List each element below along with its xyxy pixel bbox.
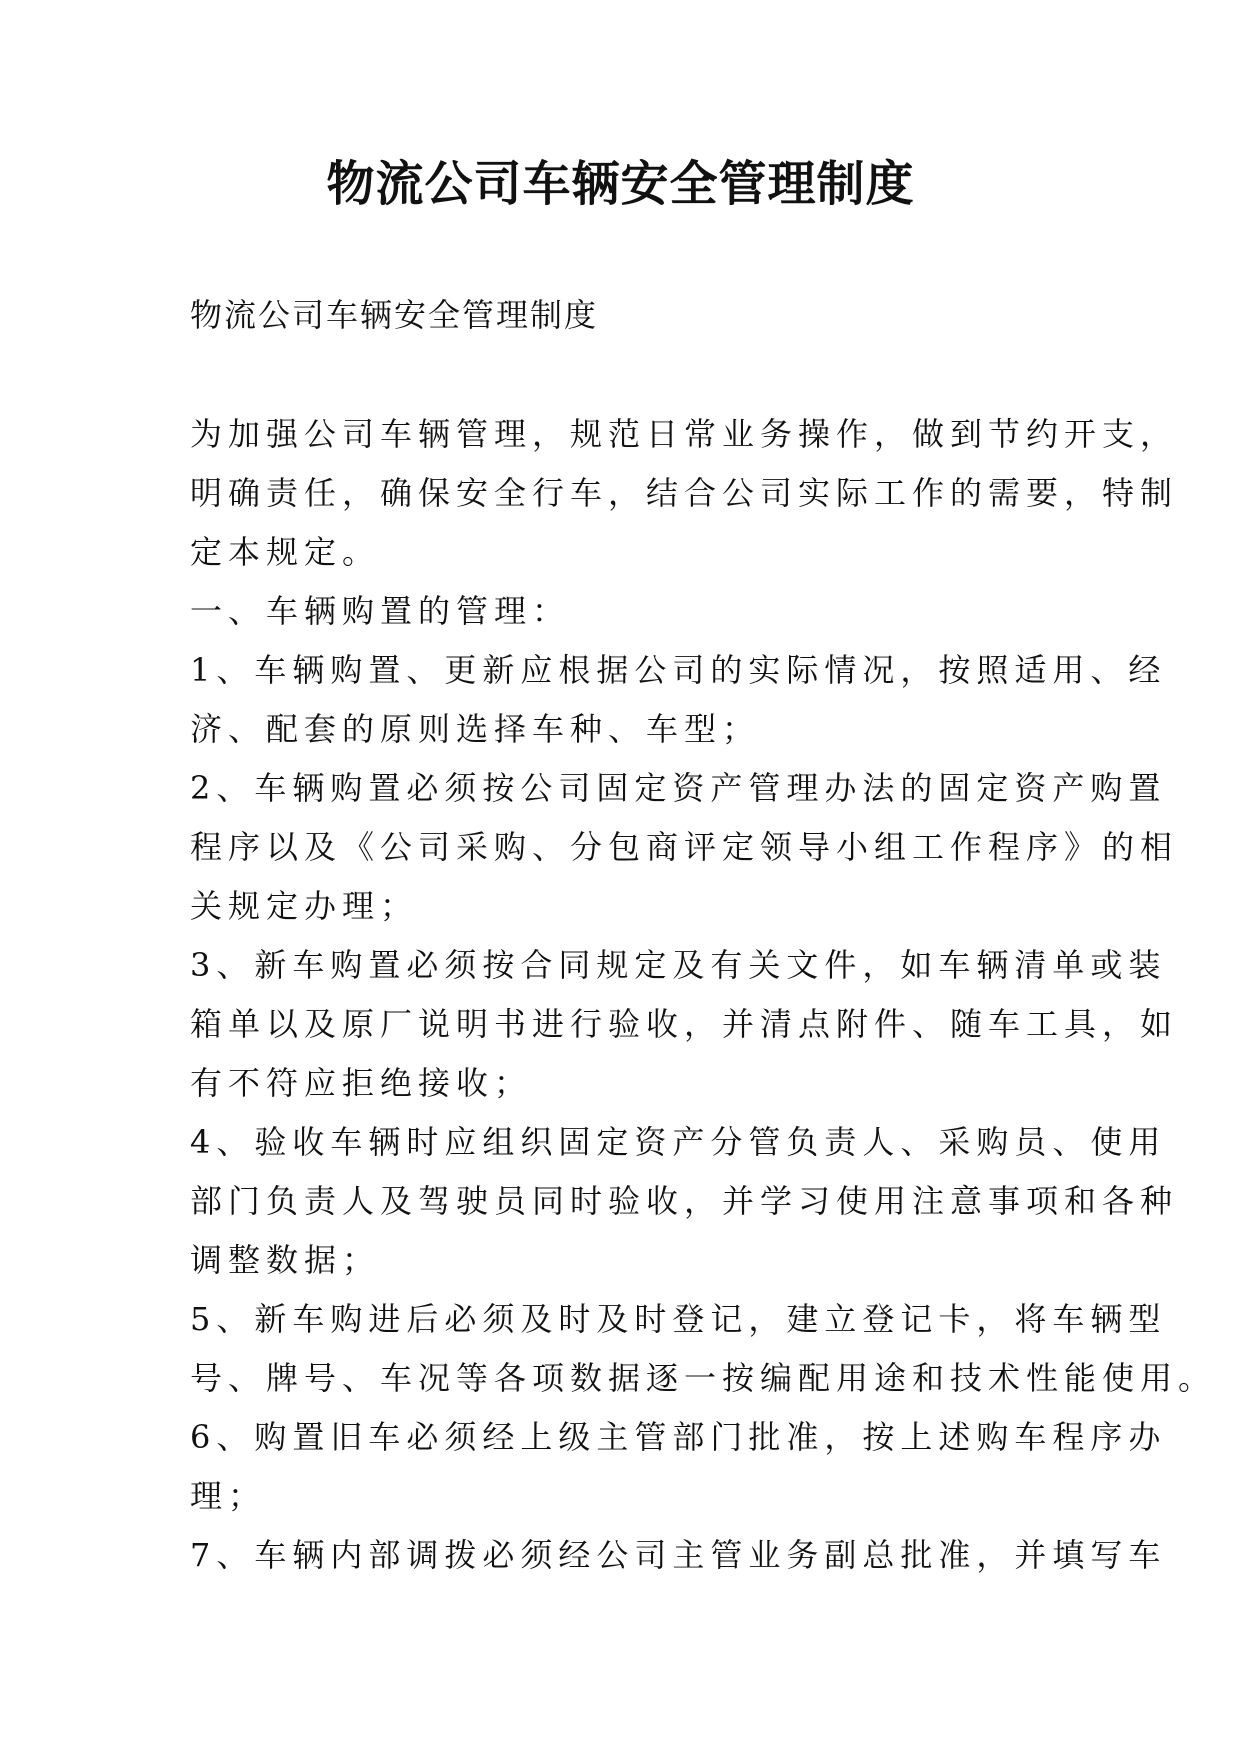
body-line: 1、车辆购置、更新应根据公司的实际情况，按照适用、经 <box>190 651 1167 689</box>
body-line: 7、车辆内部调拨必须经公司主管业务副总批准，并填写车 <box>190 1536 1167 1574</box>
document-title: 物流公司车辆安全管理制度 <box>326 156 915 212</box>
body-line: 关规定办理； <box>190 887 419 925</box>
body-line: 2、车辆购置必须按公司固定资产管理办法的固定资产购置 <box>190 769 1167 807</box>
document-subtitle: 物流公司车辆安全管理制度 <box>190 296 599 334</box>
body-line: 箱单以及原厂说明书进行验收，并清点附件、随车工具，如 <box>190 1005 1179 1043</box>
body-line: 明确责任，确保安全行车，结合公司实际工作的需要，特制 <box>190 474 1179 512</box>
body-line: 3、新车购置必须按合同规定及有关文件，如车辆清单或装 <box>190 946 1167 984</box>
body-line: 济、配套的原则选择车种、车型； <box>190 710 761 748</box>
body-line: 有不符应拒绝接收； <box>190 1064 533 1102</box>
body-line: 为加强公司车辆管理，规范日常业务操作，做到节约开支， <box>190 415 1179 453</box>
body-line: 6、购置旧车必须经上级主管部门批准，按上述购车程序办 <box>190 1418 1167 1456</box>
body-line: 号、牌号、车况等各项数据逐一按编配用途和技术性能使用。 <box>190 1359 1217 1397</box>
body-line: 程序以及《公司采购、分包商评定领导小组工作程序》的相 <box>190 828 1179 866</box>
body-line: 5、新车购进后必须及时及时登记，建立登记卡，将车辆型 <box>190 1300 1167 1338</box>
body-line: 调整数据； <box>190 1241 381 1279</box>
body-line: 理； <box>190 1477 267 1515</box>
body-line: 4、验收车辆时应组织固定资产分管负责人、采购员、使用 <box>190 1123 1167 1161</box>
body-line: 定本规定。 <box>190 533 381 571</box>
body-line: 部门负责人及驾驶员同时验收，并学习使用注意事项和各种 <box>190 1182 1179 1220</box>
document-body <box>190 405 1217 1585</box>
section-heading: 一、车辆购置的管理： <box>190 592 571 630</box>
